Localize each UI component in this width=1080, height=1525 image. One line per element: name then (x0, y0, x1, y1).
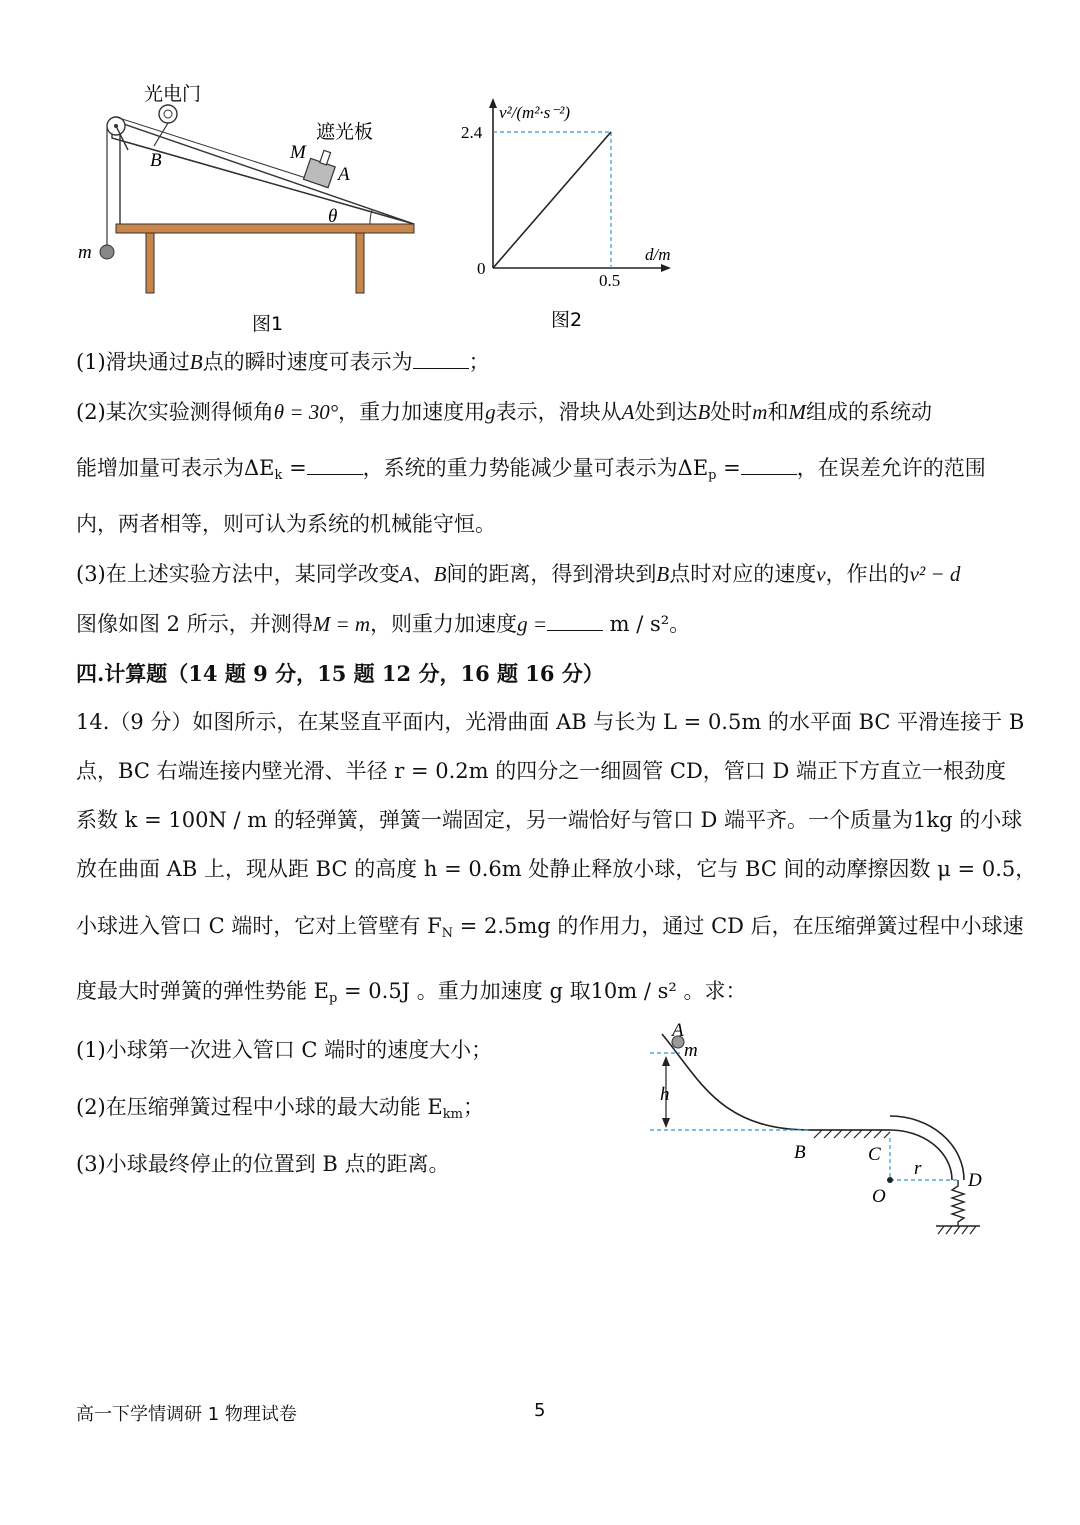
section-4-title: 四.计算题（14 题 9 分，15 题 12 分，16 题 16 分） (76, 661, 604, 686)
label-C: C (868, 1144, 881, 1165)
figure-2-caption: 图2 (551, 309, 583, 331)
center-O (887, 1177, 893, 1183)
pipe-outer-wall (890, 1116, 964, 1180)
q14-line1: 14.（9 分）如图所示，在某竖直平面内，光滑曲面 AB 与长为 L = 0.5m 的水平面 BC 平滑连接于 B (76, 710, 1025, 734)
figure-1-caption: 图1 (252, 313, 284, 335)
y-axis-label: v²/(m²·s⁻²) (499, 103, 570, 122)
q13-part2-line1: (2)某次实验测得倾角θ = 30°，重力加速度用g表示，滑块从A处到达B处时m和M组成的系统动 (76, 400, 932, 424)
label-shade: 遮光板 (316, 122, 374, 143)
origin-label: 0 (477, 259, 486, 278)
figure-1-incline-apparatus (70, 78, 430, 340)
h-arrow-up (662, 1056, 670, 1066)
label-A: A (672, 1020, 684, 1041)
q13-part3-line2: 图像如图 2 所示，并测得M = m，则重力加速度g = m / s²。 (76, 612, 691, 636)
photogate-inner (164, 110, 172, 118)
label-M: M (290, 142, 306, 163)
table-leg-right (356, 233, 364, 293)
q13-part1: (1)滑块通过B点的瞬时速度可表示为 ； (76, 350, 490, 374)
q14-subq2: (2)在压缩弹簧过程中小球的最大动能 $E_{km}$； (76, 1095, 484, 1122)
q14-line2: 点，BC 右端连接内壁光滑、半径 r = 0.2m 的四分之一细圆管 CD，管口 D 端正下方直立一根劲度 (76, 759, 1006, 783)
label-r: r (914, 1158, 922, 1179)
label-D: D (968, 1170, 982, 1191)
q14-subq1: (1)小球第一次进入管口 C 端时的速度大小； (76, 1038, 493, 1062)
figure-3-track-spring (640, 1020, 1010, 1256)
q13-part2-line2: 能增加量可表示为$\Delta E_k$ = ，系统的重力势能减少量可表示为$\Delta E_p$ = ，在误差允许的范围 (76, 456, 986, 483)
answer-blank-1[interactable] (413, 350, 469, 369)
label-B: B (150, 150, 162, 171)
label-A: A (338, 164, 350, 185)
answer-blank-3[interactable] (741, 456, 797, 475)
q13-part2-line3: 内，两者相等，则可认为系统的机械能守恒。 (76, 512, 496, 536)
answer-blank-2[interactable] (307, 456, 363, 475)
h-arrow-down (662, 1118, 670, 1128)
footer-exam-title: 高一下学情调研 1 物理试卷 (76, 1404, 297, 1425)
table-leg-left (146, 233, 154, 293)
q14-line5: 小球进入管口 C 端时，它对上管壁有 $F_N = 2.5mg$ 的作用力，通过 CD 后，在压缩弹簧过程中小球速 (76, 914, 1024, 941)
q14-line6: 度最大时弹簧的弹性势能 $E_p = 0.5J$ 。重力加速度 g 取10m / s² 。求： (76, 979, 747, 1006)
q13-part3-line1: (3)在上述实验方法中，某同学改变A、B间的距离，得到滑块到B点时对应的速度v，作出的v² − d (76, 562, 961, 586)
spring (952, 1180, 964, 1226)
x-axis-label: d/m (645, 245, 671, 264)
q14-subq3: (3)小球最终停止的位置到 B 点的距离。 (76, 1152, 450, 1176)
label-B: B (794, 1142, 806, 1163)
y-axis-arrow (489, 98, 497, 108)
answer-blank-4[interactable] (547, 612, 603, 631)
figure-2-v2-d-graph (455, 90, 695, 340)
q14-line3: 系数 k = 100N / m 的轻弹簧，弹簧一端固定，另一端恰好与管口 D 端平齐。一个质量为1kg 的小球 (76, 808, 1023, 832)
y-tick-label: 2.4 (461, 123, 483, 142)
hatching-BC (810, 1130, 890, 1138)
slider-block-M (303, 147, 339, 188)
label-O: O (872, 1186, 886, 1207)
label-h: h (660, 1084, 670, 1105)
label-gate: 光电门 (144, 84, 202, 105)
label-m: m (78, 242, 92, 263)
data-line (493, 132, 611, 268)
x-axis-arrow (661, 264, 671, 272)
hanging-mass-m (100, 245, 114, 259)
label-m: m (684, 1040, 698, 1061)
table-top (116, 224, 414, 233)
x-tick-label: 0.5 (599, 271, 621, 290)
label-theta: θ (328, 206, 338, 227)
spring-base-hatching (938, 1226, 976, 1234)
footer-page-number: 5 (534, 1400, 546, 1421)
q14-line4: 放在曲面 AB 上，现从距 BC 的高度 h = 0.6m 处静止释放小球，它与 BC 间的动摩擦因数 μ = 0.5， (76, 857, 1037, 881)
